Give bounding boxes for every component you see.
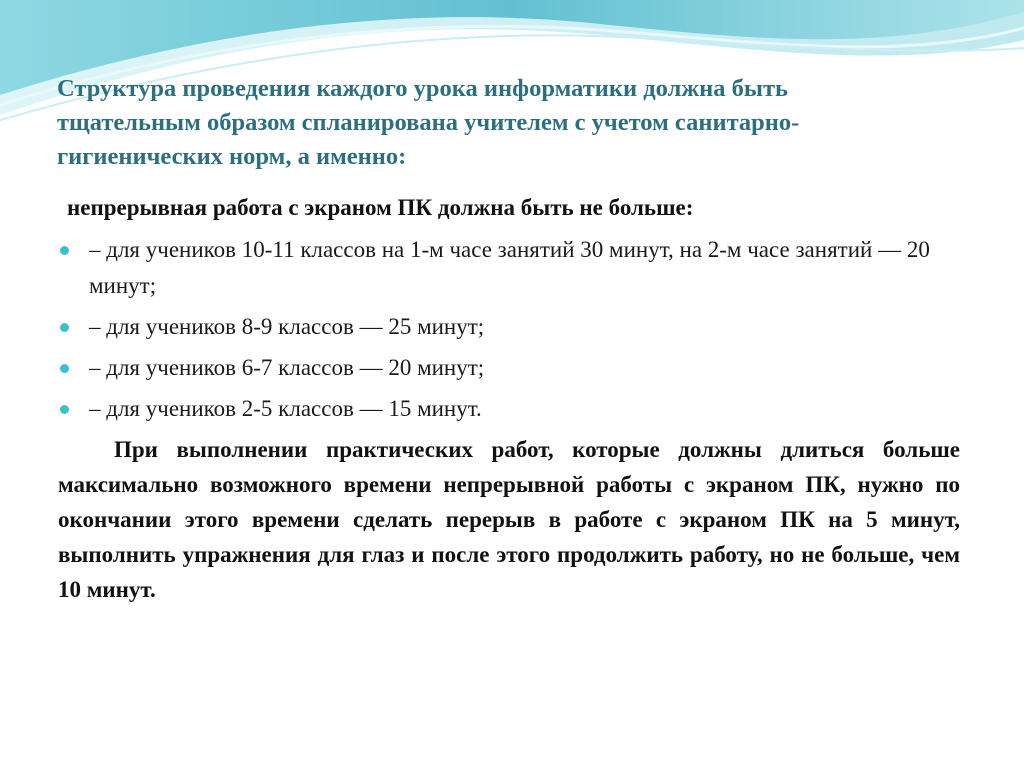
body-paragraph: При выполнении практических работ, которые должны длиться больше максимально возможного времени непрерывной работы с экраном ПК, нужно по окончании этого времени сделать перерыв в работе с экраном ПК на 5 минут, выполнить упражнения для глаз и после этого продолжить работу, но не больше, чем 10 минут.	[58, 437, 960, 602]
list-item	[58, 309, 938, 345]
bullet-list	[58, 232, 938, 432]
list-item	[58, 350, 938, 386]
list-item-text: – для учеников 8-9 классов — 25 минут;	[89, 314, 485, 339]
bullet-icon	[60, 364, 69, 373]
list-item-text: – для учеников 2-5 классов — 15 минут.	[89, 396, 482, 421]
list-item	[58, 232, 938, 304]
bullet-icon	[60, 323, 69, 332]
list-item-text: – для учеников 10-11 классов на 1-м часе занятий 30 минут, на 2-м часе занятий — 20 минут;	[89, 237, 930, 298]
subheading: непрерывная работа с экраном ПК должна быть не больше:	[67, 195, 694, 220]
bullet-icon	[60, 246, 69, 255]
list-item-text: – для учеников 6-7 классов — 20 минут;	[89, 355, 485, 380]
bullet-icon	[60, 405, 69, 414]
slide-title: Структура проведения каждого урока информатики должна быть тщательным образом спланирована учителем с учетом санитарно-гигиенических норм, а именно:	[57, 75, 800, 170]
list-item	[58, 391, 938, 427]
